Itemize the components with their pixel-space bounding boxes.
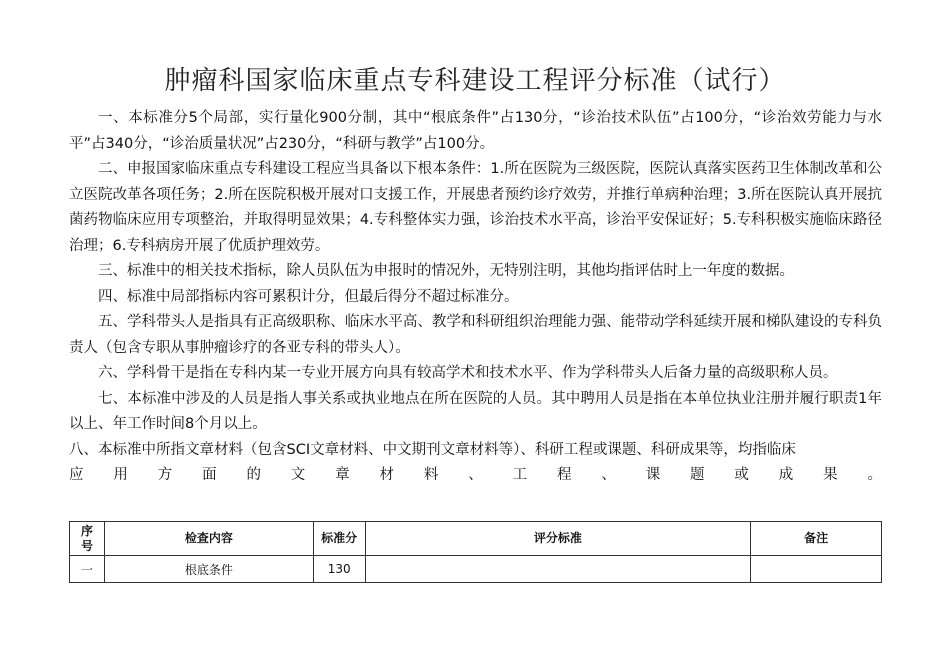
- cell-seq: 一: [70, 556, 105, 583]
- header-content: 检查内容: [104, 522, 313, 556]
- scoring-table: [69, 521, 882, 583]
- paragraph-4: 四、标准中局部指标内容可累积计分，但最后得分不超过标准分。: [98, 288, 519, 305]
- cell-score: 130: [313, 556, 365, 583]
- paragraph-6: 六、学科骨干是指在专科内某一专业开展方向具有较高学术和技术水平、作为学科带头人后备力量的高级职称人员。: [98, 365, 838, 381]
- paragraph-3: 三、标准中的相关技术指标，除人员队伍为申报时的情况外，无特别注明，其他均指评估时上一年度的数据。: [98, 263, 794, 279]
- document-body: [69, 106, 882, 489]
- header-score: 标准分: [313, 522, 365, 556]
- paragraph-7: 七、本标准中涉及的人员是指人事关系或执业地点在所在医院的人员。其中聘用人员是指在本单位执业注册并履行职责1年以上、年工作时间8个月以上。: [69, 390, 882, 432]
- header-seq: 序号: [70, 522, 105, 556]
- document-title: 肿瘤科国家临床重点专科建设工程评分标准（试行）: [164, 66, 786, 96]
- paragraph-8-line-2: 应用方面的文章材料、工程、课题或成果。: [69, 467, 882, 483]
- cell-content: 根底条件: [104, 556, 313, 583]
- header-criteria: 评分标准: [365, 522, 750, 556]
- table-row: [70, 556, 882, 583]
- header-note: 备注: [751, 522, 882, 556]
- cell-criteria: [365, 556, 750, 583]
- paragraph-8-line-1: 八、本标准中所指文章材料（包含SCI文章材料、中文期刊文章材料等）、科研工程或课题、科研成果等，均指临床: [69, 441, 796, 458]
- cell-note: [751, 556, 882, 583]
- paragraph-2: 二、申报国家临床重点专科建设工程应当具备以下根本条件：1.所在医院为三级医院，医院认真落实医药卫生体制改革和公立医院改革各项任务；2.所在医院积极开展对口支援工作，开展患者预约诊疗效劳，并推行单病种治理；3.所在医院认真开展抗菌药物临床应用专项整治，并取得明显效果；4.专科整体实力强，诊治技术水平高，诊治平安保证好；5.专科积极实施临床路径治理；6.专科病房开展了优质护理效劳。: [69, 161, 882, 254]
- table-header-row: [70, 522, 882, 556]
- paragraph-1: 一、本标准分5个局部，实行量化900分制，其中“根底条件”占130分，“诊治技术队伍”占100分，“诊治效劳能力与水平”占340分，“诊治质量状况”占230分，“科研与教学”占100分。: [69, 110, 882, 152]
- paragraph-5: 五、学科带头人是指具有正高级职称、临床水平高、教学和科研组织治理能力强、能带动学科延续开展和梯队建设的专科负责人（包含专职从事肿瘤诊疗的各亚专科的带头人）。: [69, 314, 882, 356]
